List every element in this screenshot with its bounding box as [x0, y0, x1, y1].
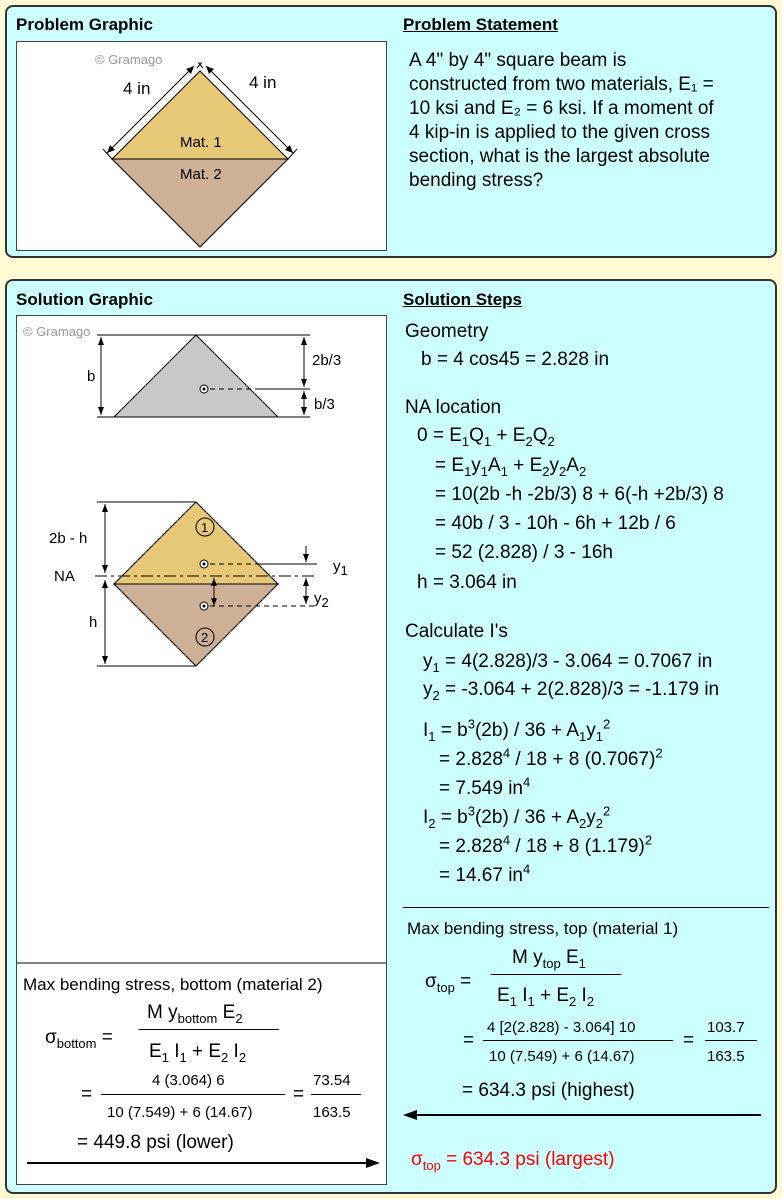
solution-steps-title: Solution Steps [403, 290, 522, 309]
mat1-label: Mat. 1 [180, 134, 222, 151]
i2-result: = 14.67 $in^4$ [439, 861, 531, 886]
i1-calc: = $2.828^4 / 18 + 8$ $(0.7067)^2$ [439, 745, 663, 770]
top-formula-num: M $y_{top}$ $E_1$ [512, 947, 586, 971]
statement-line: bending stress? [409, 170, 544, 191]
bottom-title: Max bending stress, bottom (material 2) [23, 975, 323, 994]
bottom-expr-bar [101, 1094, 285, 1095]
na-line-3: = 10(2b -h -2b/3) 8 + 6(-h +2b/3) 8 [435, 484, 724, 505]
na-line-2: = $E_1y_1A_1 + E_2y_2A_2$ [435, 455, 587, 479]
top-num-expr: 4 [2(2.828) - 3.064] 10 [487, 1019, 636, 1036]
problem-statement-title: Problem Statement [403, 15, 558, 34]
sq-na-label: NA [54, 568, 75, 585]
top-result: = 634.3 psi (highest) [462, 1080, 635, 1101]
na-line-5: = 52 (2.828) / 3 - 16h [435, 542, 613, 563]
tri-2b3-label: 2b/3 [312, 352, 342, 369]
top-formula-den: $E_1$ $I_1 + E_2$ $I_2$ [497, 985, 595, 1009]
circle-1-label: 1 [201, 520, 209, 535]
na-line-4: = 40b / 3 - 10h - 6h + 12b / 6 [435, 513, 676, 534]
top-eq-sign: = [463, 1030, 475, 1051]
geometry-b: b = 4 cos45 = 2.828 in [421, 349, 610, 370]
na-h-result: h = 3.064 in [417, 572, 517, 593]
statement-line: section, what is the largest absolute [409, 146, 711, 167]
solution-graphic [16, 315, 387, 1185]
solution-copyright: © Gramago [23, 324, 91, 339]
sq-h-label: h [89, 614, 98, 631]
problem-graphic [16, 41, 387, 251]
na-title: NA location [405, 397, 502, 418]
bottom-num-val: 73.54 [313, 1072, 351, 1089]
final-answer: $\sigma_{top} = 634.3$ psi (largest) [411, 1149, 615, 1173]
top-den-val: 163.5 [707, 1048, 745, 1065]
bottom-den-expr: 10 (7.549) + 6 (14.67) [107, 1104, 253, 1121]
i2-calc: = $2.828^4 / 18 + 8$ $(1.179)^2$ [439, 832, 653, 857]
bottom-formula-num: M $y_{bottom}$ $E_2$ [147, 1002, 243, 1026]
bottom-formula-bar [139, 1029, 279, 1030]
i1-formula: $I_1 = b^3(2b) / 36 + A_1y_1^2$ [423, 716, 611, 744]
bottom-eq-sign: = [81, 1084, 93, 1105]
tri-b3-label: b/3 [314, 396, 335, 413]
top-num-val: 103.7 [707, 1019, 745, 1036]
solution-graphic-title: Solution Graphic [16, 290, 153, 309]
mat2-section [114, 584, 278, 666]
y1-line: $y_1 = 4(2.828)/3 - 3.064 = 0.7067$ in [423, 651, 713, 675]
sq-y1-label: $y_1$ [333, 558, 348, 578]
mat2-label: Mat. 2 [180, 166, 222, 183]
geometry-title: Geometry [405, 321, 489, 342]
i1-result: = 7.549 $in^4$ [439, 774, 531, 799]
y2-line: $y_2 = -3.064 + 2(2.828)/3 = -1.179$ in [423, 679, 720, 703]
mat1-section [114, 502, 278, 584]
problem-statement [409, 49, 714, 193]
bottom-num-expr: 4 (3.064) 6 [152, 1072, 225, 1089]
problem-graphic-title: Problem Graphic [16, 15, 153, 34]
problem-copyright: © Gramago [95, 52, 163, 67]
bottom-den-val: 163.5 [313, 1104, 351, 1121]
sq-2bh-label: 2b - h [49, 530, 88, 547]
bottom-result: = 449.8 psi (lower) [77, 1132, 234, 1153]
top-den-expr: 10 (7.549) + 6 (14.67) [489, 1048, 635, 1065]
top-formula-bar [491, 974, 621, 975]
statement-line: 4 kip-in is applied to the given cross [409, 122, 710, 143]
bottom-val-bar [311, 1094, 361, 1095]
sq-y2-label: $y_2$ [314, 590, 329, 610]
dim-right-label: 4 in [249, 73, 277, 92]
statement-line: constructed from two materials, E₁ = [409, 74, 714, 95]
problem-panel [5, 5, 777, 258]
dim-left-label: 4 in [123, 79, 151, 98]
na-line-1: $0 = E_1Q_1 + E_2Q_2$ [417, 425, 555, 449]
i2-formula: $I_2 = b^3(2b) / 36 + A_2y_2^2$ [423, 803, 611, 831]
sigma-bottom-label: $\sigma_{bottom}$ = [45, 1027, 113, 1051]
circle-2-label: 2 [201, 630, 209, 645]
top-eq-sign2: = [683, 1030, 695, 1051]
top-val-bar [705, 1040, 757, 1041]
top-expr-bar [483, 1040, 673, 1041]
statement-line: A 4" by 4" square beam is [409, 50, 627, 71]
tri-b-label: b [87, 368, 96, 385]
steps-divider [403, 907, 769, 908]
statement-line: 10 ksi and E₂ = 6 ksi. If a moment of [409, 98, 714, 119]
calc-title: Calculate I's [405, 621, 508, 642]
bottom-eq-sign2: = [293, 1084, 305, 1105]
solution-panel [5, 279, 777, 1194]
top-title: Max bending stress, top (material 1) [407, 919, 679, 938]
top-arrow [401, 1105, 773, 1125]
triangle-section [114, 335, 278, 417]
sigma-top-label: $\sigma_{top}$ = [425, 971, 472, 995]
bottom-formula-den: $E_1$ $I_1 + E_2$ $I_2$ [149, 1041, 247, 1065]
